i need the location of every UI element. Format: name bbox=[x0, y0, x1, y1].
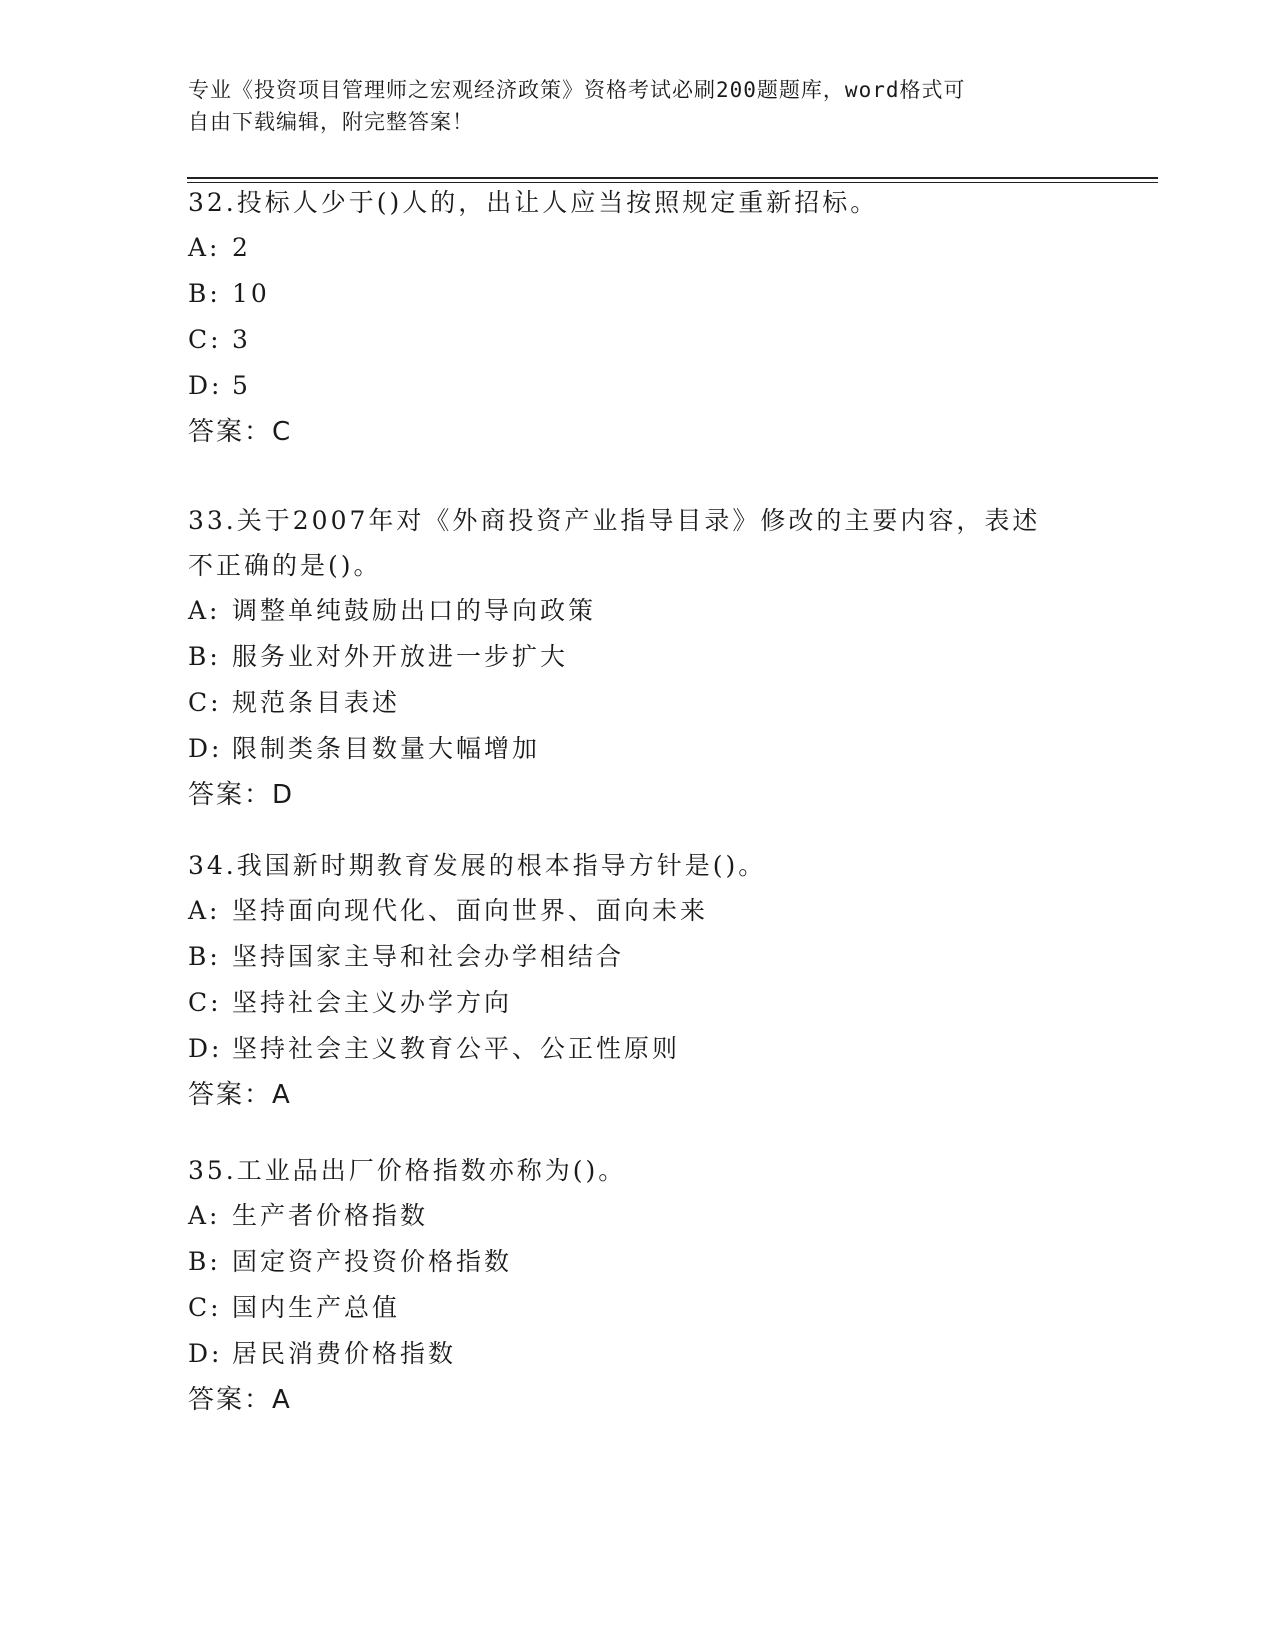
option-letter: C: bbox=[188, 688, 222, 717]
header-divider-thick bbox=[187, 177, 1158, 179]
answer-line: 答案：C bbox=[188, 417, 293, 447]
header-line-2: 自由下载编辑，附完整答案！ bbox=[188, 110, 474, 134]
option-b bbox=[188, 271, 1088, 317]
option-letter: A: bbox=[188, 596, 221, 625]
answer-line: 答案：D bbox=[188, 780, 295, 810]
question-32 bbox=[188, 180, 1088, 455]
option-letter: B: bbox=[188, 279, 221, 308]
option-text: 固定资产投资价格指数 bbox=[232, 1247, 513, 1276]
option-d bbox=[188, 1026, 1088, 1072]
option-text: 服务业对外开放进一步扩大 bbox=[232, 642, 569, 671]
option-d bbox=[188, 1331, 1088, 1377]
option-text: 生产者价格指数 bbox=[232, 1201, 429, 1230]
option-d bbox=[188, 726, 1088, 772]
option-text: 居民消费价格指数 bbox=[232, 1339, 457, 1368]
header-line-1: 专业《投资项目管理师之宏观经济政策》资格考试必刷200题题库，word格式可 bbox=[188, 78, 966, 102]
option-letter: A: bbox=[188, 1201, 221, 1230]
question-33 bbox=[188, 498, 1088, 818]
answer-line: 答案：A bbox=[188, 1385, 292, 1415]
option-d bbox=[188, 363, 1088, 409]
option-b bbox=[188, 934, 1088, 980]
question-stem: 33.关于2007年对《外商投资产业指导目录》修改的主要内容，表述不正确的是()。 bbox=[188, 506, 1041, 580]
option-letter: D: bbox=[188, 371, 223, 400]
option-c bbox=[188, 1285, 1088, 1331]
option-text: 2 bbox=[232, 233, 251, 262]
question-35 bbox=[188, 1148, 1088, 1423]
option-c bbox=[188, 680, 1088, 726]
option-letter: B: bbox=[188, 1247, 221, 1276]
option-a bbox=[188, 588, 1088, 634]
option-text: 国内生产总值 bbox=[232, 1293, 401, 1322]
option-b bbox=[188, 1239, 1088, 1285]
option-a bbox=[188, 888, 1088, 934]
option-letter: C: bbox=[188, 988, 222, 1017]
option-text: 坚持面向现代化、面向世界、面向未来 bbox=[232, 896, 709, 925]
option-text: 坚持社会主义办学方向 bbox=[232, 988, 513, 1017]
option-letter: A: bbox=[188, 896, 221, 925]
option-letter: B: bbox=[188, 942, 221, 971]
option-text: 3 bbox=[232, 325, 251, 354]
option-b bbox=[188, 634, 1088, 680]
option-letter: D: bbox=[188, 1034, 223, 1063]
question-34 bbox=[188, 843, 1088, 1118]
option-letter: C: bbox=[188, 325, 222, 354]
option-letter: D: bbox=[188, 1339, 223, 1368]
option-text: 限制类条目数量大幅增加 bbox=[232, 734, 541, 763]
option-a bbox=[188, 225, 1088, 271]
answer-line: 答案：A bbox=[188, 1080, 292, 1110]
option-letter: D: bbox=[188, 734, 223, 763]
option-text: 坚持国家主导和社会办学相结合 bbox=[232, 942, 625, 971]
option-text: 10 bbox=[232, 279, 270, 308]
option-letter: C: bbox=[188, 1293, 222, 1322]
option-text: 规范条目表述 bbox=[232, 688, 401, 717]
question-stem: 35.工业品出厂价格指数亦称为()。 bbox=[188, 1156, 627, 1185]
option-c bbox=[188, 980, 1088, 1026]
question-stem: 34.我国新时期教育发展的根本指导方针是()。 bbox=[188, 851, 767, 880]
option-a bbox=[188, 1193, 1088, 1239]
option-letter: B: bbox=[188, 642, 221, 671]
document-header bbox=[188, 74, 1068, 138]
question-stem: 32.投标人少于()人的，出让人应当按照规定重新招标。 bbox=[188, 188, 879, 217]
option-text: 调整单纯鼓励出口的导向政策 bbox=[232, 596, 597, 625]
option-text: 5 bbox=[232, 371, 251, 400]
option-text: 坚持社会主义教育公平、公正性原则 bbox=[232, 1034, 681, 1063]
option-c bbox=[188, 317, 1088, 363]
option-letter: A: bbox=[188, 233, 221, 262]
